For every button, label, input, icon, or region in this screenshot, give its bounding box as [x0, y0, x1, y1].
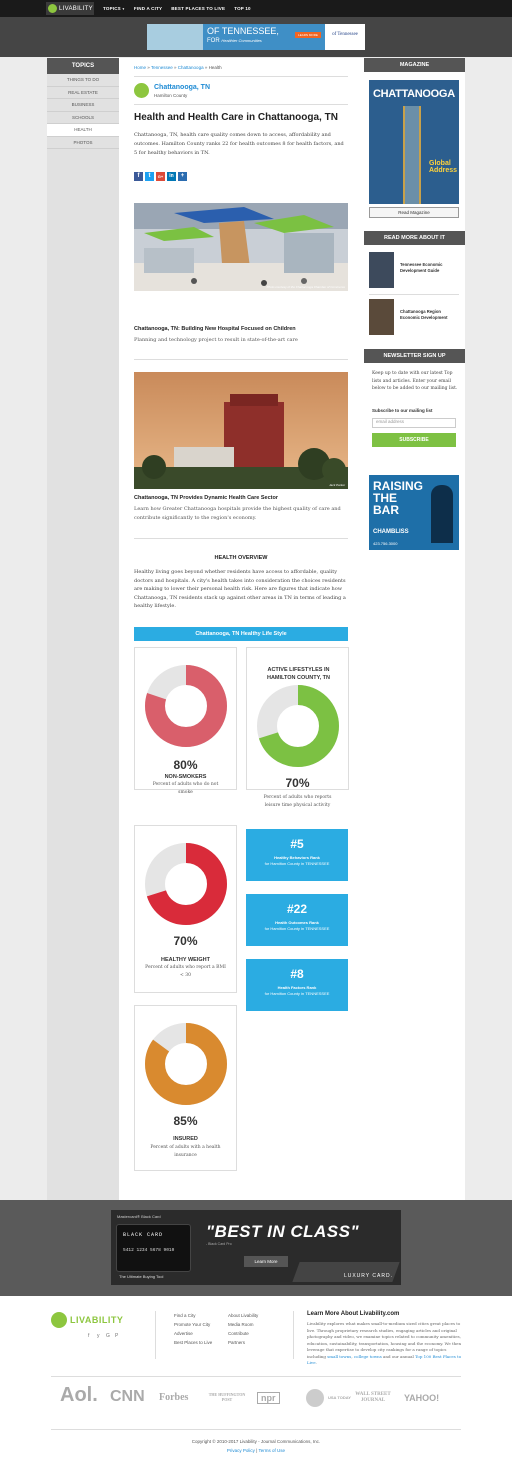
- divider: [155, 1311, 156, 1359]
- press-logo-usa-today: USA TODAY: [328, 1395, 351, 1400]
- ad-brand: CHAMBLISS: [373, 529, 409, 535]
- email-input[interactable]: email address: [372, 418, 456, 428]
- page-title: Health and Health Care in Chattanooga, TN: [134, 112, 338, 123]
- press-logo-wsj: WALL STREET JOURNAL: [355, 1392, 391, 1403]
- google-plus-icon[interactable]: G: [106, 1333, 110, 1339]
- divider: [134, 538, 348, 539]
- stat-card-non-smokers: [134, 647, 237, 795]
- twitter-icon[interactable]: y: [97, 1333, 100, 1339]
- sidebar-item-health[interactable]: HEALTH: [47, 124, 119, 137]
- press-logo-yahoo: YAHOO!: [404, 1393, 440, 1403]
- rank-label: Healthy Behaviors Rank: [274, 855, 320, 860]
- stat-percent: 70%: [285, 776, 310, 790]
- divider: [134, 104, 348, 105]
- twitter-share-icon[interactable]: t: [145, 172, 154, 181]
- read-more-link[interactable]: Chattanooga Region Economic Development: [400, 309, 448, 320]
- card-name: BLACK CARD: [123, 1232, 164, 1238]
- terms-of-use-link[interactable]: Terms of Use: [258, 1448, 286, 1453]
- breadcrumb-tennessee[interactable]: Tennessee: [150, 65, 173, 70]
- city-badge-icon: [134, 83, 149, 98]
- footer-link-media-room[interactable]: Media Room: [228, 1322, 254, 1327]
- read-magazine-button[interactable]: Read Magazine: [369, 207, 459, 218]
- facebook-share-icon[interactable]: f: [134, 172, 143, 181]
- footer-legal-links: Privacy Policy | Terms of Use: [226, 1448, 286, 1453]
- college-towns-link[interactable]: college towns: [353, 1353, 382, 1359]
- google-plus-share-icon[interactable]: G+: [157, 174, 164, 179]
- ad-headline: RAISING THE BAR: [373, 479, 424, 517]
- county-name: Hamilton County: [154, 93, 188, 98]
- article-desc: Planning and technology project to result in state-of-the-art care: [134, 337, 298, 343]
- top-banner-ad[interactable]: [147, 24, 365, 50]
- chevron-down-icon: ▼: [121, 6, 125, 11]
- breadcrumb: Home » Tennessee » Chattanooga » Health: [134, 65, 222, 70]
- stat-percent: 80%: [173, 758, 198, 772]
- footer-link-partners[interactable]: Partners: [228, 1340, 246, 1345]
- ad-learn-more-button[interactable]: LEARN MORE: [295, 32, 321, 38]
- ad-figure: [431, 485, 453, 543]
- livability-logo-icon: [48, 4, 57, 13]
- stat-title: ACTIVE LIFESTYLES IN HAMILTON COUNTY, TN: [266, 667, 331, 681]
- more-share-icon[interactable]: +: [178, 172, 187, 181]
- stat-desc: Percent of adults who do not smoke: [152, 782, 219, 795]
- footer-logo-text[interactable]: LIVABILITY: [70, 1315, 124, 1325]
- article-title[interactable]: Chattanooga, TN Provides Dynamic Health Care Sector: [134, 495, 278, 501]
- ad-logo: LUXURY CARD.: [343, 1273, 393, 1279]
- chambliss-ad[interactable]: [369, 475, 459, 550]
- press-logo-npr: npr: [257, 1392, 280, 1404]
- rank-label: Health Factors Rank: [277, 985, 317, 990]
- divider: [51, 1429, 461, 1430]
- luxury-card-ad[interactable]: [111, 1210, 401, 1285]
- ad-learn-more-button[interactable]: Learn More: [244, 1256, 288, 1267]
- stat-desc: Percent of adults who reports leisure time physical activity: [263, 795, 332, 808]
- press-logo-forbes: Forbes: [159, 1392, 189, 1403]
- divider: [134, 76, 348, 77]
- rank-sub: for Hamilton County in TENNESSEE: [264, 926, 330, 931]
- non-smokers-donut-chart: [144, 664, 228, 748]
- ad-brand: Mastercard® Black Card: [117, 1214, 161, 1219]
- rank-card-healthy-behaviors: [246, 829, 348, 881]
- sidebar-item-schools[interactable]: SCHOOLS: [47, 112, 119, 125]
- footer-link-about[interactable]: About Livability: [228, 1313, 259, 1318]
- nav-top-10[interactable]: TOP 10: [234, 6, 251, 11]
- divider: [293, 1311, 294, 1359]
- stat-card-healthy-weight: [134, 825, 237, 993]
- magazine-cover[interactable]: [369, 80, 459, 204]
- photo-credit: Jack Parker: [329, 483, 345, 487]
- top-100-link[interactable]: Top 100 Best Places to Live: [307, 1353, 462, 1365]
- health-overview-text: Healthy living goes beyond whether residents have access to affordable, quality doctors and hospitals. A city's health takes into consideration the choices residents are making to lower their personal health risk. Here are figures that indicate how Chattanooga, TN residents stack up against other areas in TN in terms of leading a healthy lifestyle.: [134, 569, 346, 609]
- small-towns-link[interactable]: small towns: [327, 1353, 352, 1359]
- healthy-weight-donut-chart: [144, 842, 228, 926]
- divider: [134, 359, 348, 360]
- site-logo[interactable]: [46, 2, 94, 15]
- ad-sub: - Black Card Pro: [206, 1242, 232, 1246]
- ad-photo: [147, 24, 203, 50]
- logo-text: LIVABILITY: [59, 5, 93, 12]
- divider: [51, 1376, 461, 1377]
- footer-about-text: Livability explores what makes small-to-medium sized cities great places to live. Through proprietary research studies, engaging articles and original photography and video, we examine topics related to community amenities, education, sustainability, transportation, housing and the economy. We then leverage that expertise to develop city rankings for a range of topics including small towns, college towns and our annual Top 100 Best Places to Live.: [307, 1321, 462, 1365]
- article-desc: Learn how Greater Chattanooga hospitals provide the highest quality of care and contribute significantly to the region's economy.: [134, 506, 341, 521]
- copyright: Copyright © 2010-2017 Livability - Journal Communications, Inc.: [191, 1439, 321, 1444]
- topics-sidebar: [47, 58, 119, 1200]
- footer-link-advertise[interactable]: Advertise: [174, 1331, 193, 1336]
- read-more-link[interactable]: Tennessee Economic Development Guide: [400, 262, 443, 273]
- press-logo-huffington: THE HUFFINGTON POST: [208, 1392, 246, 1402]
- footer-about-title: Learn More About Livability.com: [307, 1311, 400, 1317]
- rank-label: Health Outcomes Rank: [275, 920, 319, 925]
- read-more-item[interactable]: [369, 299, 459, 335]
- footer-link-promote[interactable]: Promote Your City: [174, 1322, 211, 1327]
- active-lifestyles-donut-chart: [256, 684, 340, 768]
- footer-link-contribute[interactable]: Contribute: [228, 1331, 249, 1336]
- usa-today-circle-icon: [306, 1389, 324, 1407]
- publication-thumbnail: [369, 299, 394, 335]
- footer: [0, 1296, 512, 1471]
- facebook-icon[interactable]: f: [88, 1333, 90, 1339]
- newsletter-text: Keep up to date with our latest Top lists and articles. Enter your email below to be added to our mailing list.: [372, 371, 458, 391]
- publication-thumbnail: [369, 252, 394, 288]
- pinterest-icon[interactable]: P: [115, 1333, 119, 1339]
- subscribe-label: Subscribe to our mailing list: [372, 408, 433, 413]
- stat-percent: 85%: [173, 1114, 198, 1128]
- ad-logo: of Tennessee: [325, 24, 365, 50]
- city-name[interactable]: Chattanooga, TN: [154, 84, 210, 91]
- article-title[interactable]: Chattanooga, TN: Building New Hospital Focused on Children: [134, 326, 296, 332]
- rank-card-health-outcomes: [246, 894, 348, 946]
- ad-headline: "BEST IN CLASS": [206, 1222, 360, 1241]
- nav-topics[interactable]: TOPICS: [103, 6, 121, 11]
- stat-card-active-lifestyles: [246, 647, 349, 808]
- sidebar-item-photos[interactable]: PHOTOS: [47, 137, 119, 150]
- breadcrumb-health: Health: [208, 65, 222, 70]
- atrium-photo: [134, 203, 348, 291]
- topics-title: TOPICS: [47, 58, 119, 74]
- hospital-building-image[interactable]: [134, 372, 348, 489]
- intro-text: Chattanooga, TN, health care quality comes down to access, affordability and outcomes. Hamilton County ranks 22 for health outcomes 8 for health factors, and 5 for healthy behaviors in TN.: [134, 132, 344, 156]
- card-number: 5412 1234 5678 9010: [123, 1248, 175, 1253]
- footer-link-best-places[interactable]: Best Places to Live: [174, 1340, 213, 1345]
- hospital-atrium-image[interactable]: [134, 203, 348, 291]
- subscribe-button[interactable]: SUBSCRIBE: [372, 433, 456, 447]
- ship-graphic: [292, 1262, 399, 1282]
- bridge-graphic: [403, 106, 421, 204]
- right-sidebar: [363, 58, 465, 1200]
- healthy-lifestyle-bar: Chattanooga, TN Healthy Life Style: [134, 627, 348, 641]
- sidebar-item-real-estate[interactable]: REAL ESTATE: [47, 87, 119, 100]
- stat-label: HEALTHY WEIGHT: [161, 957, 210, 963]
- insured-donut-chart: [144, 1022, 228, 1106]
- rank-number: #8: [290, 967, 304, 981]
- divider: [369, 294, 459, 295]
- press-logo-aol: Aol.: [60, 1384, 98, 1406]
- stat-desc: Percent of adults with a health insurance: [150, 1145, 221, 1158]
- nav-find-a-city[interactable]: FIND A CITY: [133, 6, 163, 11]
- privacy-policy-link[interactable]: Privacy Policy: [226, 1448, 255, 1453]
- health-overview-title: HEALTH OVERVIEW: [214, 555, 268, 561]
- rank-sub: for Hamilton County in TENNESSEE: [264, 861, 330, 866]
- magazine-title: MAGAZINE: [364, 58, 465, 72]
- sidebar-item-things-to-do[interactable]: THINGS TO DO: [47, 74, 119, 87]
- main-content: [119, 58, 363, 1200]
- rank-number: #5: [290, 837, 304, 851]
- photo-credit: Photo courtesy of the Chattanooga Chamber of Commerce: [266, 285, 345, 289]
- livability-logo-icon[interactable]: [51, 1312, 67, 1328]
- newsletter-title: NEWSLETTER SIGN UP: [364, 349, 465, 363]
- stat-percent: 70%: [173, 934, 198, 948]
- building-photo: [134, 372, 348, 489]
- stat-desc: Percent of adults who report a BMI < 30: [145, 965, 226, 978]
- sidebar-item-business[interactable]: BUSINESS: [47, 99, 119, 112]
- stat-card-insured: [134, 1005, 237, 1171]
- stat-label: NON-SMOKERS: [164, 774, 207, 780]
- breadcrumb-chattanooga[interactable]: Chattanooga: [177, 65, 204, 70]
- ad-tagline: The Ultimate Buying Tool: [119, 1274, 164, 1279]
- ad-headline: OF TENNESSEE,: [207, 26, 279, 36]
- rank-sub: for Hamilton County in TENNESSEE: [264, 991, 330, 996]
- breadcrumb-home[interactable]: Home: [134, 65, 147, 70]
- ad-subline: FOR Healthier Communities: [207, 38, 262, 44]
- read-more-item[interactable]: [369, 252, 459, 288]
- stat-label: INSURED: [173, 1136, 198, 1142]
- rank-card-health-factors: [246, 959, 348, 1011]
- ad-phone: 423.756.3000: [373, 541, 398, 546]
- magazine-cover-title: CHATTANOOGA: [373, 88, 455, 100]
- magazine-cover-tag: Global Address: [429, 160, 458, 174]
- footer-link-find-a-city[interactable]: Find a City: [174, 1313, 196, 1318]
- read-more-title: READ MORE ABOUT IT: [364, 231, 465, 245]
- rank-number: #22: [286, 902, 308, 916]
- linkedin-share-icon[interactable]: in: [167, 172, 176, 181]
- press-logo-cnn: CNN: [110, 1388, 145, 1405]
- top-nav: [0, 0, 512, 17]
- nav-best-places[interactable]: BEST PLACES TO LIVE: [171, 6, 226, 11]
